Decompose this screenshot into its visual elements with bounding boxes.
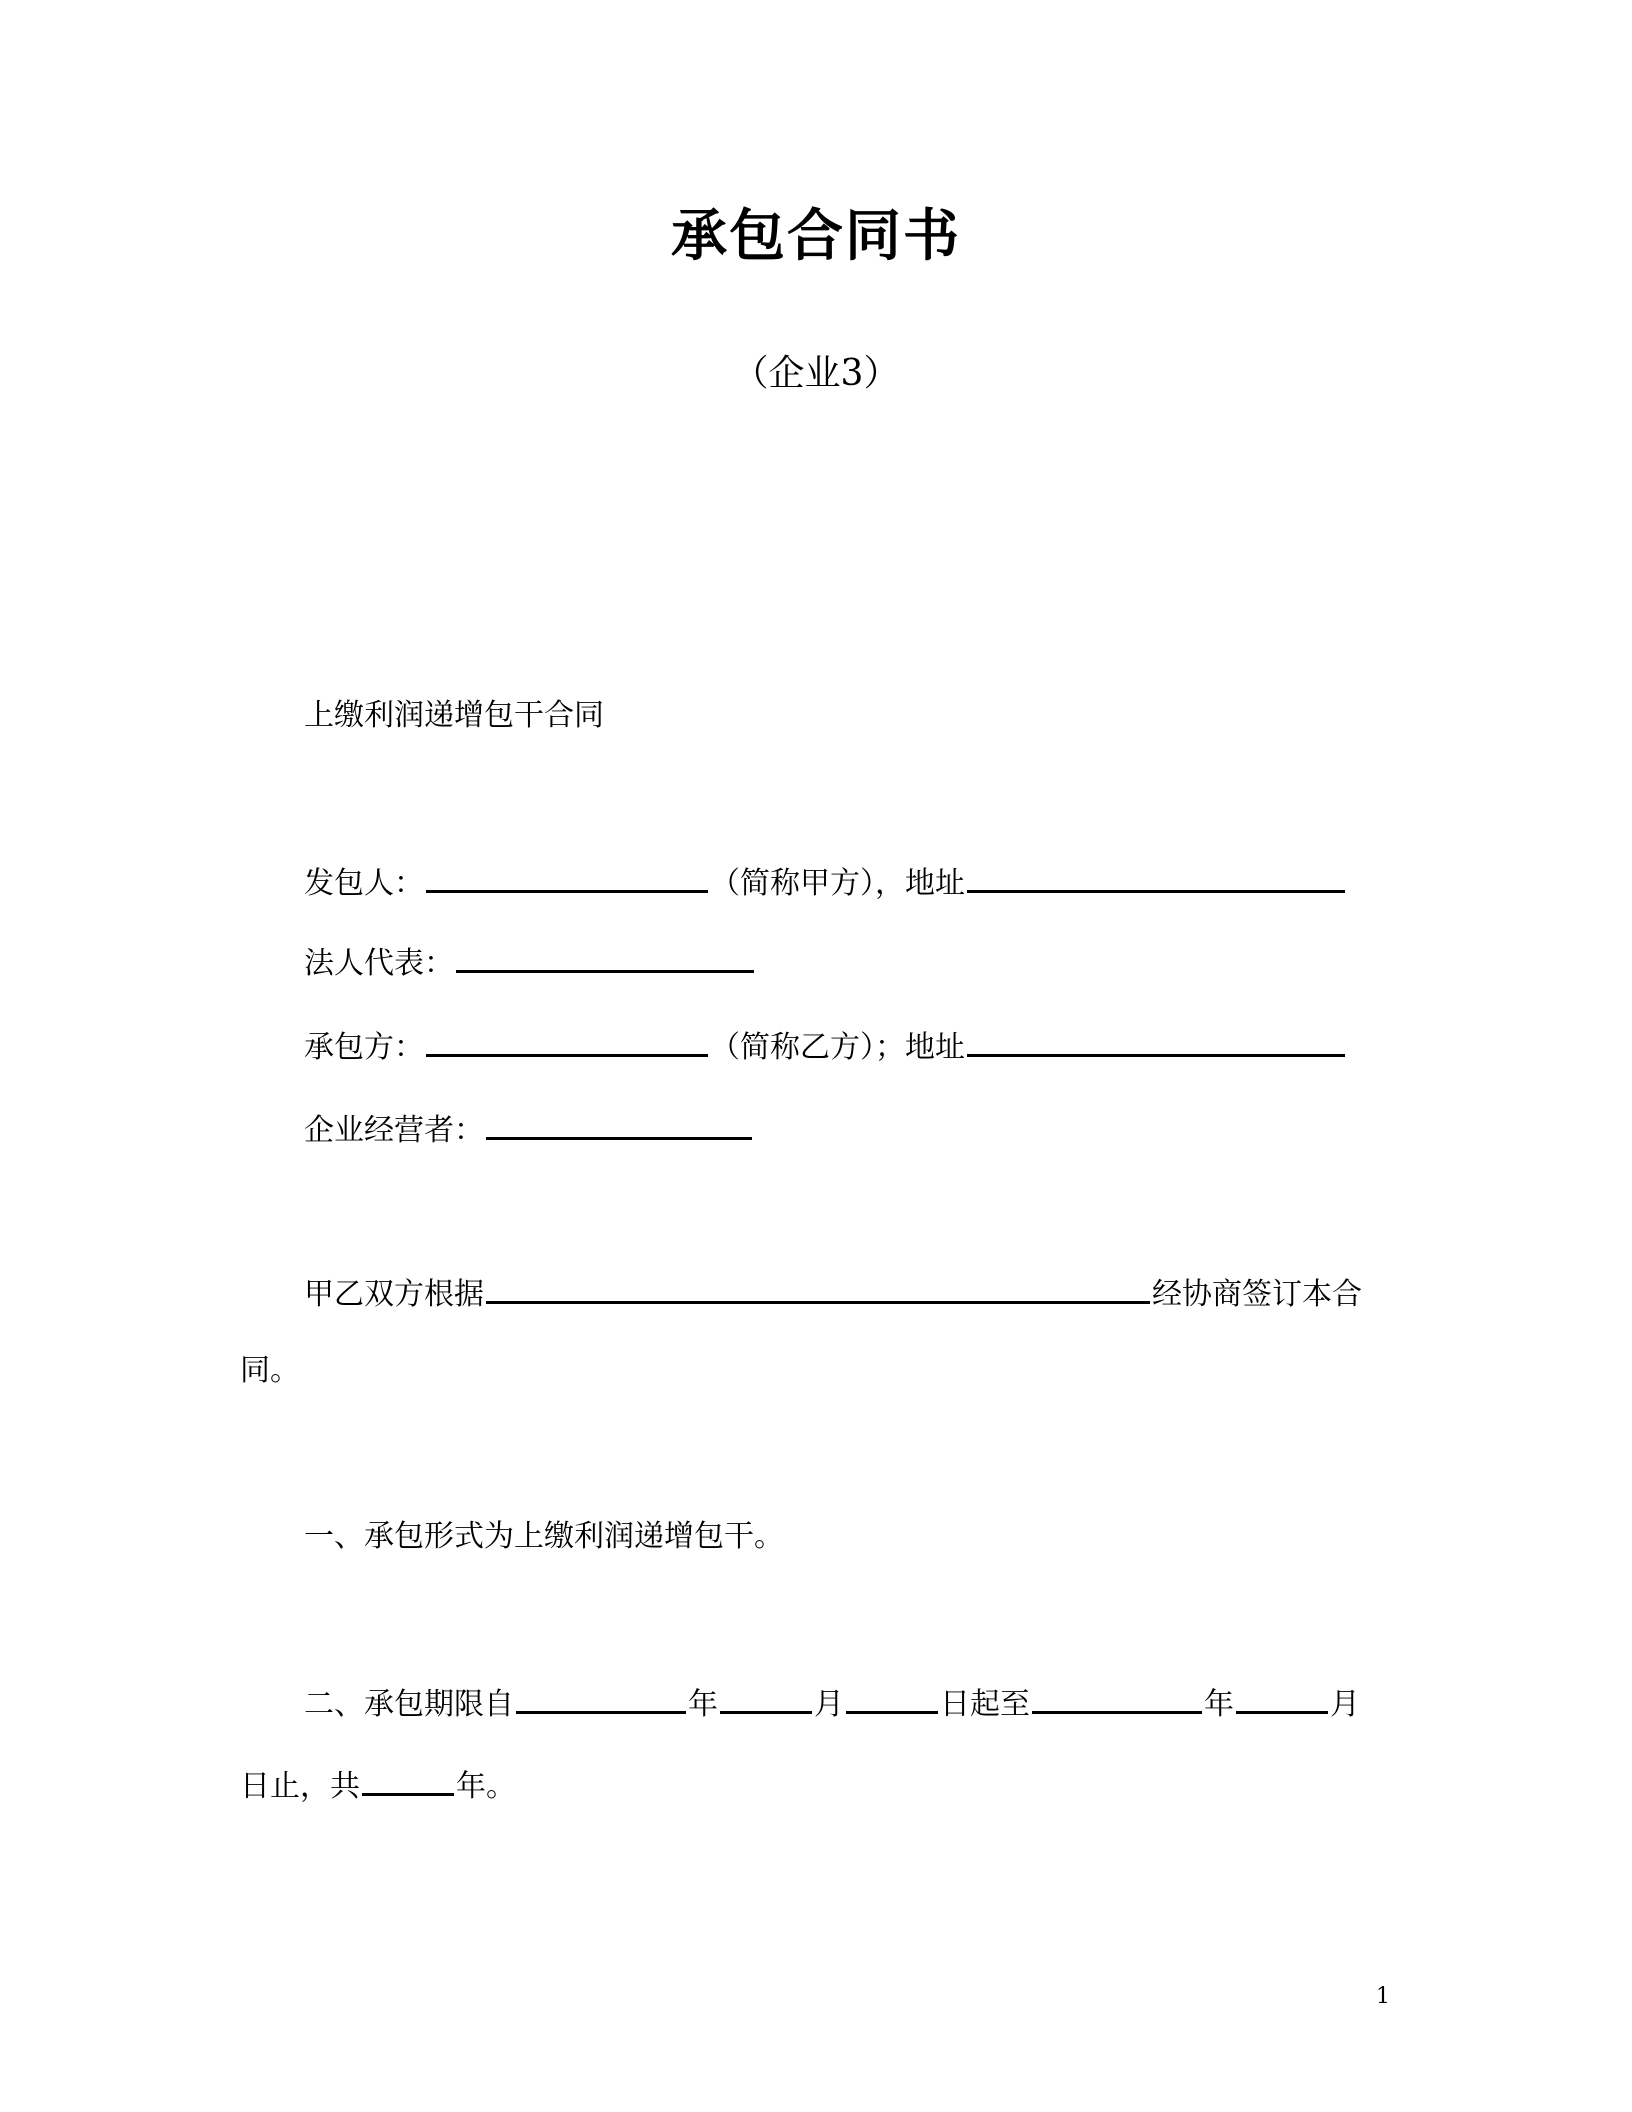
year2-label: 年 [1204, 1687, 1234, 1722]
contractor-name-blank[interactable] [426, 1024, 708, 1057]
month-label: 月 [814, 1687, 844, 1722]
contractor-label: 承包方： [304, 1030, 424, 1065]
employer-name-blank[interactable] [426, 860, 708, 893]
clause-2-cont-start: 日止，共 [240, 1769, 360, 1804]
contractor-address-blank[interactable] [967, 1024, 1345, 1057]
clause-1: 一、承包形式为上缴利润递增包干。 [304, 1519, 784, 1554]
employer-address-blank[interactable] [967, 860, 1345, 893]
year-label: 年 [688, 1687, 718, 1722]
preamble-basis-blank[interactable] [486, 1271, 1150, 1304]
employer-label: 发包人： [304, 866, 424, 901]
day-from-label: 日起至 [940, 1687, 1030, 1722]
document-subtitle: （企业3） [732, 353, 900, 394]
start-year-blank[interactable] [516, 1681, 686, 1714]
contractor-line [304, 1024, 1347, 1068]
operator-blank[interactable] [486, 1107, 752, 1140]
employer-line [304, 860, 1347, 904]
end-month-blank[interactable] [1236, 1681, 1328, 1714]
preamble-continuation: 同。 [240, 1353, 300, 1388]
start-month-blank[interactable] [720, 1681, 812, 1714]
preamble-end: 经协商签订本合 [1152, 1277, 1362, 1312]
start-day-blank[interactable] [846, 1681, 938, 1714]
total-years-blank[interactable] [362, 1763, 454, 1796]
clause-2-start: 二、承包期限自 [304, 1687, 514, 1722]
document-title: 承包合同书 [671, 204, 961, 269]
employer-short-label: （简称甲方），地址 [710, 866, 965, 901]
legal-rep-line [304, 940, 756, 984]
clause-2-line [304, 1681, 1360, 1725]
legal-rep-label: 法人代表： [304, 946, 454, 981]
page-number: 1 [1376, 1984, 1390, 2009]
contract-type-heading: 上缴利润递增包干合同 [304, 698, 604, 733]
legal-rep-blank[interactable] [456, 940, 754, 973]
clause-2-continuation [240, 1763, 516, 1807]
contractor-short-label: （简称乙方）；地址 [710, 1030, 965, 1065]
operator-label: 企业经营者： [304, 1113, 484, 1148]
end-year-blank[interactable] [1032, 1681, 1202, 1714]
clause-2-cont-end: 年。 [456, 1769, 516, 1804]
month2-label: 月 [1330, 1687, 1360, 1722]
preamble-line [304, 1271, 1362, 1315]
preamble-start: 甲乙双方根据 [304, 1277, 484, 1312]
operator-line [304, 1107, 754, 1151]
